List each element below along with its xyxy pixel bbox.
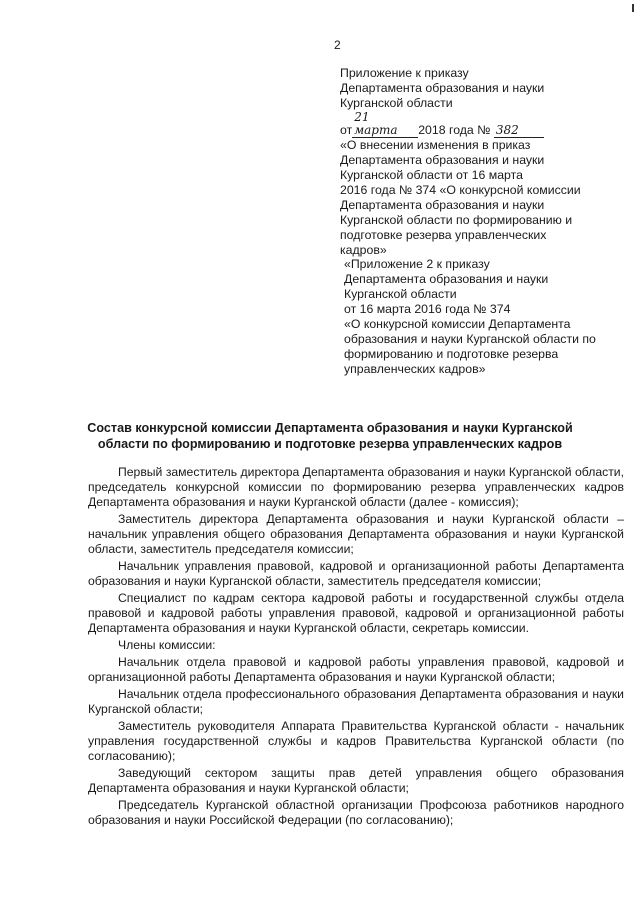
composition-paragraph: Заместитель руководителя Аппарата Правительства Курганской области - начальник управления государственной службы и кадров Правительства Курганской области (по согласованию);: [88, 719, 624, 763]
prior-attachment-line: Департамента образования и науки: [344, 272, 549, 286]
attachment-subject-line: 2016 года № 374 «О конкурсной комиссии: [340, 183, 581, 197]
composition-paragraph: Первый заместитель директора Департамента образования и науки Курганской области, председатель конкурсной комиссии по формированию резерва управленческих кадров Департамента образования и науки Курганской области (далее - комиссия);: [88, 465, 624, 509]
attachment-subject-line: кадров»: [340, 243, 387, 257]
attachment-subject-line: подготовке резерва управленческих: [340, 228, 547, 242]
attachment-subject-line: Департамента образования и науки: [340, 198, 545, 212]
composition-paragraph: Начальник отдела профессионального образования Департамента образования и науки Курганской области;: [88, 687, 624, 716]
composition-paragraph: Заведующий сектором защиты прав детей управления общего образования Департамента образования и науки Курганской области;: [88, 766, 624, 795]
year-text: 2018 года №: [418, 123, 491, 137]
handwritten-number: 382: [494, 124, 544, 138]
attachment-subject-line: «О внесении изменения в приказ: [340, 138, 531, 152]
commission-composition: [88, 465, 624, 830]
composition-paragraph: Специалист по кадрам сектора кадровой работы и государственной службы отдела правовой и кадровой работы управления правовой, кадровой и организационной работы Департамента образования и науки Курганской области, секретарь комиссии.: [88, 591, 624, 635]
attachment-subject-line: Курганской области от 16 марта: [340, 168, 523, 182]
date-prefix: от: [340, 123, 353, 137]
prior-attachment-line: образования и науки Курганской области по: [344, 332, 596, 346]
handwritten-date: 21 марта: [352, 111, 418, 138]
prior-attachment-header: [344, 257, 629, 377]
attachment-line: Приложение к приказу: [340, 66, 469, 80]
composition-paragraph: Председатель Курганской областной организации Профсоюза работников народного образования и науки Российской Федерации (по согласованию);: [88, 798, 624, 827]
prior-attachment-line: формированию и подготовке резерва: [344, 347, 559, 361]
composition-paragraph: Заместитель директора Департамента образования и науки Курганской области – начальник управления общего образования Департамента образования и науки Курганской области, заместитель председателя комиссии;: [88, 512, 624, 556]
attachment-header: [340, 66, 625, 258]
attachment-line: Департамента образования и науки: [340, 81, 545, 95]
document-title: Состав конкурсной комиссии Департамента образования и науки Курганской области по формированию и подготовке резерва управленческих кадров: [87, 421, 573, 451]
prior-attachment-line: «О конкурсной комиссии Департамента: [344, 317, 571, 331]
attachment-subject-line: Департамента образования и науки: [340, 153, 545, 167]
page-number: 2: [334, 38, 341, 52]
attachment-subject-line: Курганской области по формированию и: [340, 213, 573, 227]
composition-paragraph: Начальник отдела правовой и кадровой работы управления правовой, кадровой и организационной работы Департамента образования и науки Курганской области;: [88, 655, 624, 684]
prior-attachment-line: «Приложение 2 к приказу: [344, 257, 490, 271]
prior-attachment-line: от 16 марта 2016 года № 374: [344, 302, 511, 316]
prior-attachment-line: управленческих кадров»: [344, 362, 486, 376]
attachment-line: Курганской области: [340, 96, 453, 110]
members-heading: Члены комиссии:: [118, 638, 216, 652]
scan-corner-mark: [632, 4, 634, 12]
attachment-date-line: [340, 111, 625, 138]
prior-attachment-line: Курганской области: [344, 287, 457, 301]
composition-paragraph: Начальник управления правовой, кадровой и организационной работы Департамента образования и науки Курганской области, заместитель председателя комиссии;: [88, 559, 624, 588]
